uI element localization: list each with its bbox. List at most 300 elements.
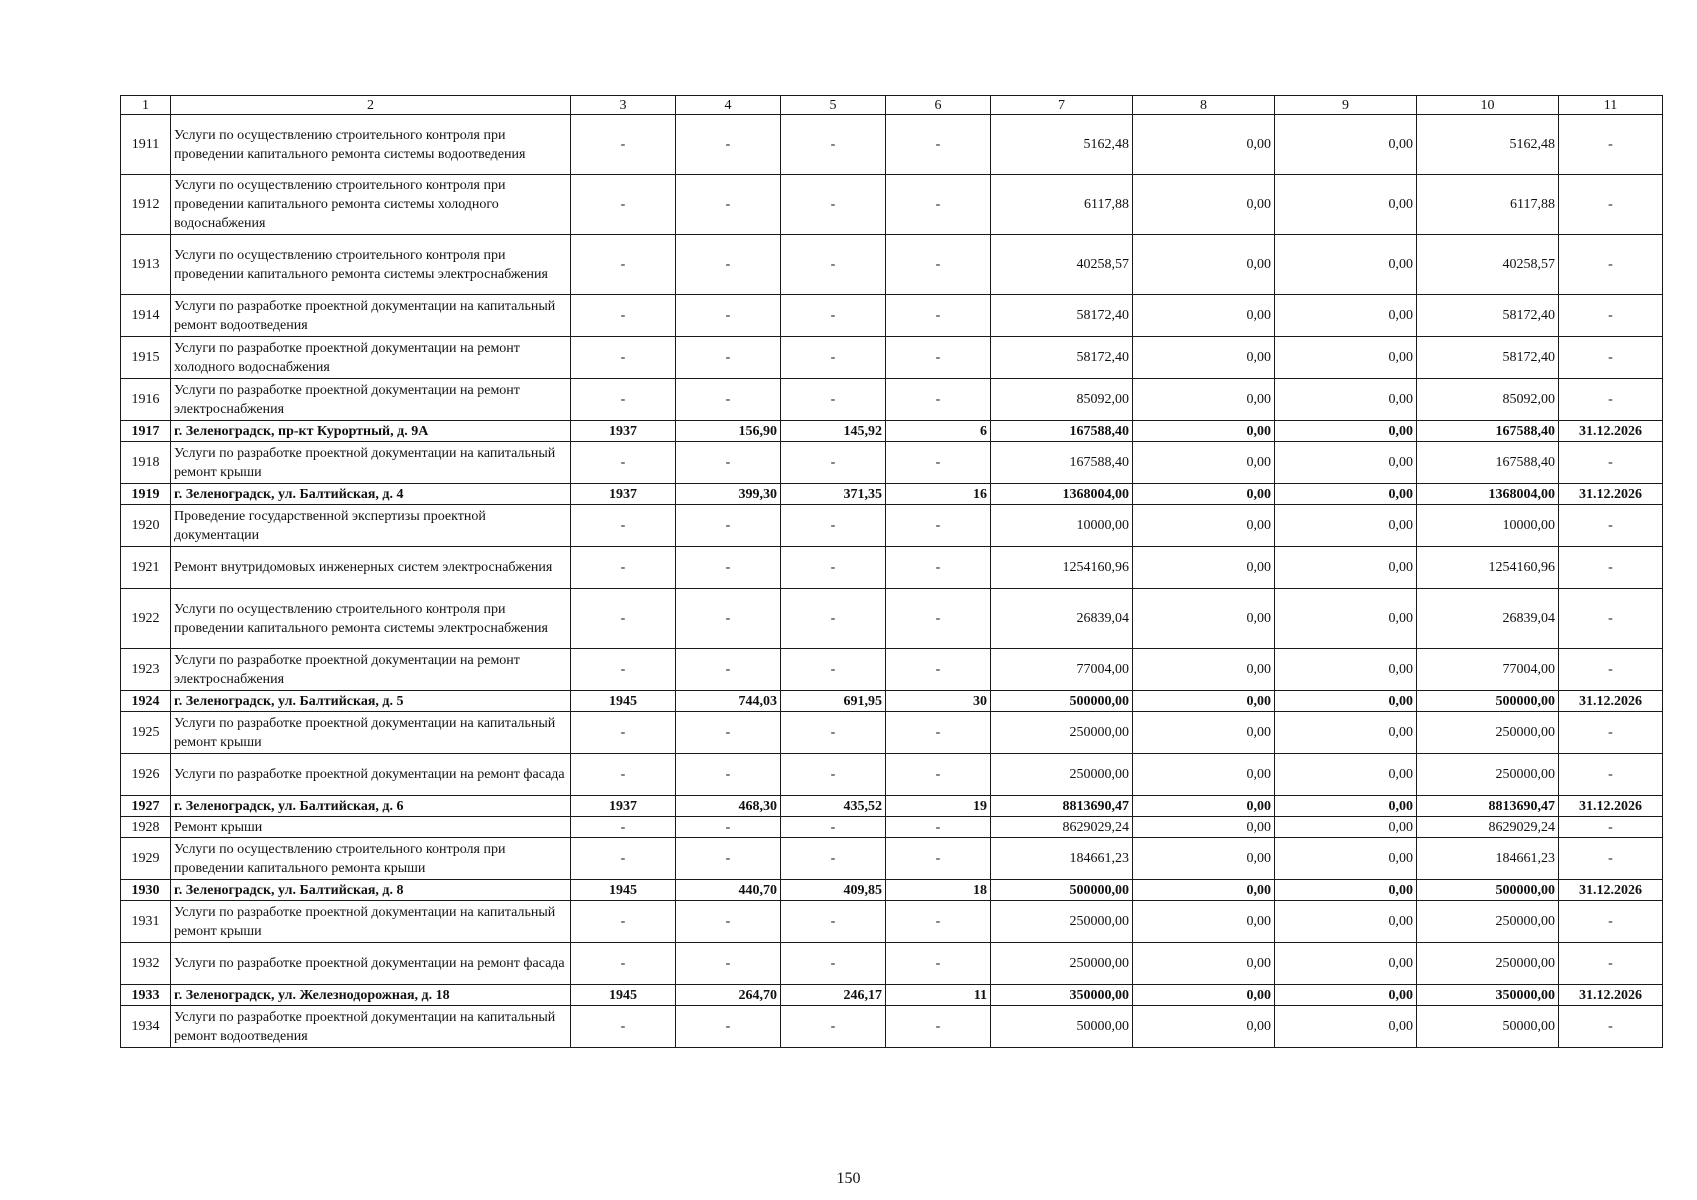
fund-amount: 0,00 [1133, 649, 1275, 691]
address-row [121, 421, 1663, 442]
residents-count: - [886, 175, 991, 235]
fund-amount: 0,00 [1133, 484, 1275, 505]
work-description: Услуги по разработке проектной документации на ремонт электроснабжения [171, 379, 571, 421]
col-header-10: 10 [1417, 96, 1559, 115]
year-built: - [571, 817, 676, 838]
row-number: 1916 [121, 379, 171, 421]
total-area: - [676, 712, 781, 754]
completion-date: - [1559, 175, 1663, 235]
completion-date: - [1559, 589, 1663, 649]
year-built: 1945 [571, 985, 676, 1006]
completion-date: 31.12.2026 [1559, 796, 1663, 817]
work-description: Ремонт внутридомовых инженерных систем электроснабжения [171, 547, 571, 589]
row-number: 1931 [121, 901, 171, 943]
address-row [121, 985, 1663, 1006]
residential-area: - [781, 442, 886, 484]
year-built: 1945 [571, 880, 676, 901]
fund-amount: 0,00 [1133, 1006, 1275, 1048]
col-header-6: 6 [886, 96, 991, 115]
budget-amount: 0,00 [1275, 295, 1417, 337]
work-item-row [121, 505, 1663, 547]
owners-amount: 40258,57 [1417, 235, 1559, 295]
work-description: Услуги по разработке проектной документации на капитальный ремонт крыши [171, 442, 571, 484]
owners-amount: 5162,48 [1417, 115, 1559, 175]
budget-amount: 0,00 [1275, 985, 1417, 1006]
total-cost: 8813690,47 [991, 796, 1133, 817]
fund-amount: 0,00 [1133, 712, 1275, 754]
residential-area: 371,35 [781, 484, 886, 505]
work-item-row [121, 235, 1663, 295]
owners-amount: 26839,04 [1417, 589, 1559, 649]
completion-date: - [1559, 337, 1663, 379]
work-item-row [121, 901, 1663, 943]
budget-amount: 0,00 [1275, 589, 1417, 649]
residents-count: 30 [886, 691, 991, 712]
total-cost: 250000,00 [991, 901, 1133, 943]
work-item-row [121, 712, 1663, 754]
residential-area: 409,85 [781, 880, 886, 901]
work-item-row [121, 754, 1663, 796]
budget-amount: 0,00 [1275, 421, 1417, 442]
residential-area: - [781, 754, 886, 796]
col-header-7: 7 [991, 96, 1133, 115]
total-area: - [676, 754, 781, 796]
completion-date: - [1559, 115, 1663, 175]
total-area: - [676, 838, 781, 880]
work-description: Услуги по разработке проектной документации на ремонт фасада [171, 754, 571, 796]
completion-date: - [1559, 712, 1663, 754]
year-built: - [571, 115, 676, 175]
total-area: - [676, 901, 781, 943]
residents-count: - [886, 115, 991, 175]
residents-count: - [886, 235, 991, 295]
row-number: 1929 [121, 838, 171, 880]
address-row [121, 880, 1663, 901]
residents-count: - [886, 589, 991, 649]
residents-count: 19 [886, 796, 991, 817]
residential-area: - [781, 943, 886, 985]
work-description: Услуги по разработке проектной документации на ремонт электроснабжения [171, 649, 571, 691]
completion-date: 31.12.2026 [1559, 691, 1663, 712]
residents-count: - [886, 379, 991, 421]
total-cost: 1368004,00 [991, 484, 1133, 505]
fund-amount: 0,00 [1133, 175, 1275, 235]
fund-amount: 0,00 [1133, 796, 1275, 817]
residential-area: 246,17 [781, 985, 886, 1006]
work-description: г. Зеленоградск, ул. Балтийская, д. 8 [171, 880, 571, 901]
year-built: - [571, 235, 676, 295]
owners-amount: 500000,00 [1417, 691, 1559, 712]
owners-amount: 250000,00 [1417, 754, 1559, 796]
owners-amount: 77004,00 [1417, 649, 1559, 691]
total-area: - [676, 295, 781, 337]
residents-count: - [886, 838, 991, 880]
total-area: - [676, 547, 781, 589]
row-number: 1915 [121, 337, 171, 379]
residents-count: - [886, 943, 991, 985]
fund-amount: 0,00 [1133, 691, 1275, 712]
year-built: 1937 [571, 484, 676, 505]
budget-amount: 0,00 [1275, 901, 1417, 943]
total-area: - [676, 589, 781, 649]
address-row [121, 691, 1663, 712]
completion-date: - [1559, 442, 1663, 484]
residential-area: - [781, 838, 886, 880]
budget-amount: 0,00 [1275, 115, 1417, 175]
work-description: Услуги по разработке проектной документации на ремонт фасада [171, 943, 571, 985]
year-built: - [571, 547, 676, 589]
fund-amount: 0,00 [1133, 880, 1275, 901]
residents-count: 6 [886, 421, 991, 442]
total-area: - [676, 442, 781, 484]
owners-amount: 350000,00 [1417, 985, 1559, 1006]
completion-date: - [1559, 838, 1663, 880]
work-description: Ремонт крыши [171, 817, 571, 838]
residents-count: - [886, 712, 991, 754]
column-number-header-row [121, 96, 1663, 115]
work-item-row [121, 817, 1663, 838]
year-built: - [571, 838, 676, 880]
row-number: 1926 [121, 754, 171, 796]
budget-amount: 0,00 [1275, 505, 1417, 547]
total-area: - [676, 817, 781, 838]
budget-amount: 0,00 [1275, 337, 1417, 379]
total-area: - [676, 505, 781, 547]
row-number: 1912 [121, 175, 171, 235]
year-built: - [571, 505, 676, 547]
residential-area: - [781, 712, 886, 754]
total-cost: 8629029,24 [991, 817, 1133, 838]
budget-amount: 0,00 [1275, 649, 1417, 691]
work-item-row [121, 115, 1663, 175]
work-item-row [121, 838, 1663, 880]
residents-count: - [886, 505, 991, 547]
work-description: Услуги по осуществлению строительного контроля при проведении капитального ремонта системы водоотведения [171, 115, 571, 175]
row-number: 1922 [121, 589, 171, 649]
year-built: - [571, 943, 676, 985]
residential-area: - [781, 379, 886, 421]
residents-count: - [886, 337, 991, 379]
col-header-1: 1 [121, 96, 171, 115]
row-number: 1923 [121, 649, 171, 691]
budget-amount: 0,00 [1275, 838, 1417, 880]
work-item-row [121, 649, 1663, 691]
residents-count: 16 [886, 484, 991, 505]
col-header-5: 5 [781, 96, 886, 115]
year-built: - [571, 754, 676, 796]
work-description: Услуги по разработке проектной документации на капитальный ремонт водоотведения [171, 295, 571, 337]
work-description: г. Зеленоградск, пр-кт Курортный, д. 9А [171, 421, 571, 442]
residents-count: 18 [886, 880, 991, 901]
col-header-11: 11 [1559, 96, 1663, 115]
total-area: - [676, 649, 781, 691]
fund-amount: 0,00 [1133, 337, 1275, 379]
year-built: - [571, 901, 676, 943]
residential-area: 145,92 [781, 421, 886, 442]
row-number: 1925 [121, 712, 171, 754]
completion-date: - [1559, 901, 1663, 943]
fund-amount: 0,00 [1133, 235, 1275, 295]
work-description: Услуги по разработке проектной документации на капитальный ремонт крыши [171, 901, 571, 943]
row-number: 1932 [121, 943, 171, 985]
budget-amount: 0,00 [1275, 547, 1417, 589]
year-built: 1937 [571, 796, 676, 817]
address-row [121, 796, 1663, 817]
fund-amount: 0,00 [1133, 442, 1275, 484]
fund-amount: 0,00 [1133, 547, 1275, 589]
total-cost: 10000,00 [991, 505, 1133, 547]
work-description: Услуги по осуществлению строительного контроля при проведении капитального ремонта системы электроснабжения [171, 235, 571, 295]
row-number: 1914 [121, 295, 171, 337]
work-item-row [121, 442, 1663, 484]
residents-count: - [886, 547, 991, 589]
completion-date: 31.12.2026 [1559, 985, 1663, 1006]
completion-date: - [1559, 505, 1663, 547]
work-description: г. Зеленоградск, ул. Железнодорожная, д. 18 [171, 985, 571, 1006]
completion-date: 31.12.2026 [1559, 421, 1663, 442]
year-built: - [571, 712, 676, 754]
fund-amount: 0,00 [1133, 421, 1275, 442]
residential-area: 691,95 [781, 691, 886, 712]
residents-count: - [886, 1006, 991, 1048]
total-area: - [676, 337, 781, 379]
col-header-9: 9 [1275, 96, 1417, 115]
year-built: - [571, 649, 676, 691]
work-description: Услуги по разработке проектной документации на капитальный ремонт крыши [171, 712, 571, 754]
row-number: 1927 [121, 796, 171, 817]
budget-amount: 0,00 [1275, 817, 1417, 838]
residents-count: - [886, 442, 991, 484]
residential-area: - [781, 337, 886, 379]
budget-amount: 0,00 [1275, 175, 1417, 235]
work-description: г. Зеленоградск, ул. Балтийская, д. 4 [171, 484, 571, 505]
total-cost: 500000,00 [991, 880, 1133, 901]
owners-amount: 50000,00 [1417, 1006, 1559, 1048]
work-item-row [121, 337, 1663, 379]
total-area: 440,70 [676, 880, 781, 901]
fund-amount: 0,00 [1133, 901, 1275, 943]
owners-amount: 167588,40 [1417, 442, 1559, 484]
row-number: 1924 [121, 691, 171, 712]
year-built: - [571, 337, 676, 379]
work-item-row [121, 943, 1663, 985]
year-built: 1945 [571, 691, 676, 712]
work-description: г. Зеленоградск, ул. Балтийская, д. 5 [171, 691, 571, 712]
budget-amount: 0,00 [1275, 235, 1417, 295]
work-description: Услуги по разработке проектной документации на капитальный ремонт водоотведения [171, 1006, 571, 1048]
budget-amount: 0,00 [1275, 754, 1417, 796]
total-area: - [676, 1006, 781, 1048]
fund-amount: 0,00 [1133, 115, 1275, 175]
owners-amount: 167588,40 [1417, 421, 1559, 442]
page-number: 150 [836, 1170, 861, 1187]
total-cost: 26839,04 [991, 589, 1133, 649]
total-area: - [676, 943, 781, 985]
residents-count: - [886, 817, 991, 838]
row-number: 1928 [121, 817, 171, 838]
budget-amount: 0,00 [1275, 691, 1417, 712]
work-description: г. Зеленоградск, ул. Балтийская, д. 6 [171, 796, 571, 817]
residents-count: 11 [886, 985, 991, 1006]
total-area: 399,30 [676, 484, 781, 505]
total-cost: 167588,40 [991, 421, 1133, 442]
total-cost: 5162,48 [991, 115, 1133, 175]
total-area: 264,70 [676, 985, 781, 1006]
work-item-row [121, 295, 1663, 337]
residential-area: - [781, 505, 886, 547]
residents-count: - [886, 754, 991, 796]
col-header-8: 8 [1133, 96, 1275, 115]
row-number: 1920 [121, 505, 171, 547]
total-area: - [676, 235, 781, 295]
fund-amount: 0,00 [1133, 589, 1275, 649]
residential-area: - [781, 547, 886, 589]
row-number: 1930 [121, 880, 171, 901]
total-cost: 6117,88 [991, 175, 1133, 235]
col-header-4: 4 [676, 96, 781, 115]
total-cost: 350000,00 [991, 985, 1133, 1006]
residential-area: - [781, 589, 886, 649]
budget-amount: 0,00 [1275, 484, 1417, 505]
completion-date: - [1559, 235, 1663, 295]
row-number: 1917 [121, 421, 171, 442]
work-description: Услуги по разработке проектной документации на ремонт холодного водоснабжения [171, 337, 571, 379]
fund-amount: 0,00 [1133, 943, 1275, 985]
year-built: - [571, 1006, 676, 1048]
completion-date: - [1559, 379, 1663, 421]
fund-amount: 0,00 [1133, 295, 1275, 337]
fund-amount: 0,00 [1133, 505, 1275, 547]
residential-area: - [781, 649, 886, 691]
address-row [121, 484, 1663, 505]
completion-date: - [1559, 649, 1663, 691]
owners-amount: 58172,40 [1417, 337, 1559, 379]
owners-amount: 250000,00 [1417, 943, 1559, 985]
fund-amount: 0,00 [1133, 379, 1275, 421]
completion-date: 31.12.2026 [1559, 880, 1663, 901]
fund-amount: 0,00 [1133, 985, 1275, 1006]
owners-amount: 6117,88 [1417, 175, 1559, 235]
total-area: 468,30 [676, 796, 781, 817]
year-built: - [571, 295, 676, 337]
row-number: 1919 [121, 484, 171, 505]
total-area: 156,90 [676, 421, 781, 442]
residential-area: - [781, 235, 886, 295]
total-cost: 85092,00 [991, 379, 1133, 421]
fund-amount: 0,00 [1133, 838, 1275, 880]
owners-amount: 8629029,24 [1417, 817, 1559, 838]
total-cost: 250000,00 [991, 943, 1133, 985]
row-number: 1934 [121, 1006, 171, 1048]
fund-amount: 0,00 [1133, 817, 1275, 838]
table-body [121, 115, 1663, 1048]
budget-amount: 0,00 [1275, 796, 1417, 817]
year-built: - [571, 175, 676, 235]
owners-amount: 250000,00 [1417, 712, 1559, 754]
residential-area: - [781, 115, 886, 175]
residential-area: - [781, 175, 886, 235]
work-item-row [121, 589, 1663, 649]
total-cost: 250000,00 [991, 754, 1133, 796]
total-cost: 1254160,96 [991, 547, 1133, 589]
owners-amount: 10000,00 [1417, 505, 1559, 547]
total-cost: 500000,00 [991, 691, 1133, 712]
fund-amount: 0,00 [1133, 754, 1275, 796]
work-item-row [121, 547, 1663, 589]
completion-date: - [1559, 754, 1663, 796]
work-description: Услуги по осуществлению строительного контроля при проведении капитального ремонта крыши [171, 838, 571, 880]
total-area: - [676, 379, 781, 421]
owners-amount: 85092,00 [1417, 379, 1559, 421]
residents-count: - [886, 649, 991, 691]
work-item-row [121, 175, 1663, 235]
residential-area: - [781, 901, 886, 943]
total-cost: 58172,40 [991, 337, 1133, 379]
work-description: Услуги по осуществлению строительного контроля при проведении капитального ремонта системы холодного водоснабжения [171, 175, 571, 235]
row-number: 1921 [121, 547, 171, 589]
residential-area: - [781, 817, 886, 838]
budget-amount: 0,00 [1275, 712, 1417, 754]
budget-amount: 0,00 [1275, 943, 1417, 985]
row-number: 1913 [121, 235, 171, 295]
total-cost: 40258,57 [991, 235, 1133, 295]
completion-date: - [1559, 1006, 1663, 1048]
row-number: 1933 [121, 985, 171, 1006]
col-header-3: 3 [571, 96, 676, 115]
residential-area: - [781, 295, 886, 337]
owners-amount: 250000,00 [1417, 901, 1559, 943]
total-cost: 77004,00 [991, 649, 1133, 691]
year-built: - [571, 589, 676, 649]
total-area: - [676, 175, 781, 235]
work-description: Услуги по осуществлению строительного контроля при проведении капитального ремонта системы электроснабжения [171, 589, 571, 649]
owners-amount: 184661,23 [1417, 838, 1559, 880]
residential-area: - [781, 1006, 886, 1048]
completion-date: - [1559, 295, 1663, 337]
total-cost: 50000,00 [991, 1006, 1133, 1048]
owners-amount: 58172,40 [1417, 295, 1559, 337]
total-area: - [676, 115, 781, 175]
work-description: Проведение государственной экспертизы проектной документации [171, 505, 571, 547]
completion-date: 31.12.2026 [1559, 484, 1663, 505]
owners-amount: 1254160,96 [1417, 547, 1559, 589]
total-cost: 58172,40 [991, 295, 1133, 337]
total-cost: 250000,00 [991, 712, 1133, 754]
budget-amount: 0,00 [1275, 379, 1417, 421]
col-header-2: 2 [171, 96, 571, 115]
repair-program-table [120, 95, 1663, 1048]
budget-amount: 0,00 [1275, 880, 1417, 901]
budget-amount: 0,00 [1275, 442, 1417, 484]
total-area: 744,03 [676, 691, 781, 712]
owners-amount: 8813690,47 [1417, 796, 1559, 817]
work-item-row [121, 1006, 1663, 1048]
total-cost: 167588,40 [991, 442, 1133, 484]
year-built: - [571, 442, 676, 484]
owners-amount: 500000,00 [1417, 880, 1559, 901]
completion-date: - [1559, 547, 1663, 589]
row-number: 1911 [121, 115, 171, 175]
year-built: 1937 [571, 421, 676, 442]
completion-date: - [1559, 817, 1663, 838]
residential-area: 435,52 [781, 796, 886, 817]
row-number: 1918 [121, 442, 171, 484]
residents-count: - [886, 901, 991, 943]
total-cost: 184661,23 [991, 838, 1133, 880]
work-item-row [121, 379, 1663, 421]
budget-amount: 0,00 [1275, 1006, 1417, 1048]
residents-count: - [886, 295, 991, 337]
